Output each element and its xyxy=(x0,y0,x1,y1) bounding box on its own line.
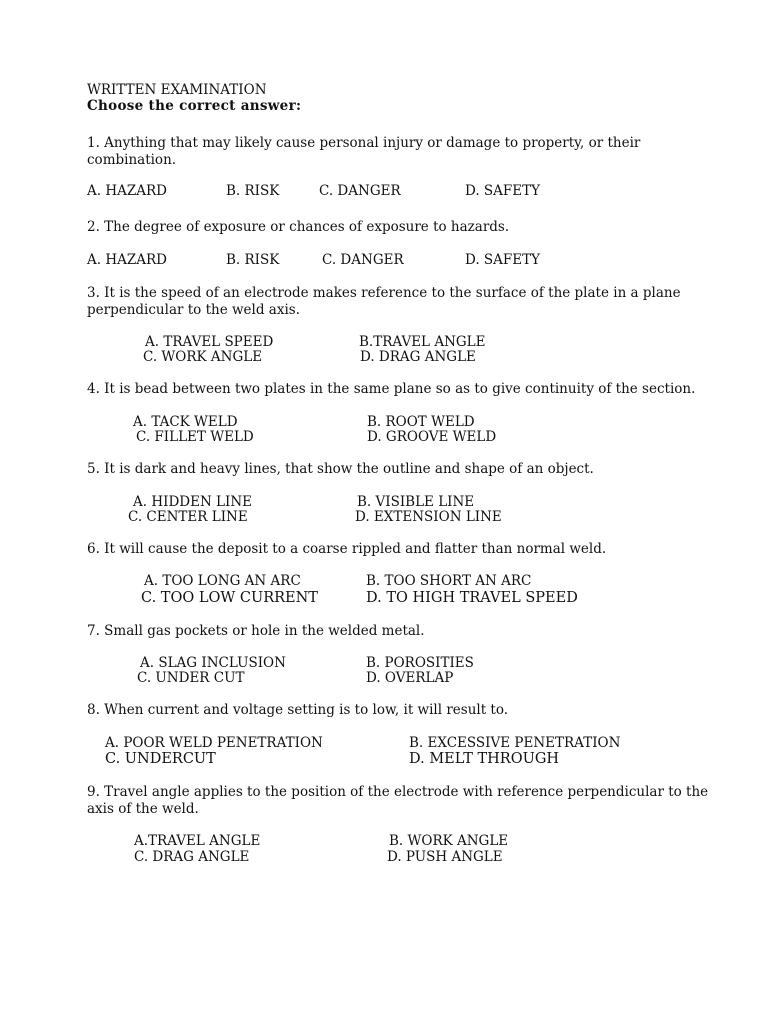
exam-title: WRITTEN EXAMINATION xyxy=(87,82,267,98)
q6-option-d: D. TO HIGH TRAVEL SPEED xyxy=(366,590,578,606)
q5-option-c: C. CENTER LINE xyxy=(128,509,248,525)
q2-option-d: D. SAFETY xyxy=(465,252,541,268)
q8-option-a: A. POOR WELD PENETRATION xyxy=(105,735,323,751)
q6-option-c: C. TOO LOW CURRENT xyxy=(141,590,318,606)
question-2-text: 2. The degree of exposure or chances of exposure to hazards. xyxy=(87,219,510,235)
q7-option-b: B. POROSITIES xyxy=(366,655,474,671)
question-3-text: 3. It is the speed of an electrode makes reference to the surface of the plate in a plane xyxy=(87,285,681,301)
q3-option-b: B.TRAVEL ANGLE xyxy=(359,334,486,350)
q8-option-d: D. MELT THROUGH xyxy=(409,751,560,767)
q2-option-a: A. HAZARD xyxy=(87,252,167,268)
q9-option-c: C. DRAG ANGLE xyxy=(134,849,250,865)
q5-option-a: A. HIDDEN LINE xyxy=(133,494,253,510)
q4-option-b: B. ROOT WELD xyxy=(367,414,475,430)
question-6-text: 6. It will cause the deposit to a coarse rippled and flatter than normal weld. xyxy=(87,541,607,557)
question-5-text: 5. It is dark and heavy lines, that show the outline and shape of an object. xyxy=(87,461,594,477)
question-9-text-cont: axis of the weld. xyxy=(87,801,199,817)
q9-option-a: A.TRAVEL ANGLE xyxy=(134,833,261,849)
q8-option-c: C. UNDERCUT xyxy=(105,751,216,767)
question-1-text-cont: combination. xyxy=(87,152,177,168)
question-9-text: 9. Travel angle applies to the position of the electrode with reference perpendicular to the xyxy=(87,784,709,800)
q4-option-a: A. TACK WELD xyxy=(133,414,238,430)
q2-option-c: C. DANGER xyxy=(322,252,404,268)
q1-option-d: D. SAFETY xyxy=(465,183,541,199)
q6-option-b: B. TOO SHORT AN ARC xyxy=(366,573,532,589)
q9-option-b: B. WORK ANGLE xyxy=(389,833,509,849)
q5-option-b: B. VISIBLE LINE xyxy=(357,494,475,510)
question-7-text: 7. Small gas pockets or hole in the welded metal. xyxy=(87,623,425,639)
q2-option-b: B. RISK xyxy=(226,252,280,268)
q7-option-c: C. UNDER CUT xyxy=(137,670,245,686)
q5-option-d: D. EXTENSION LINE xyxy=(355,509,502,525)
question-1-text: 1. Anything that may likely cause personal injury or damage to property, or their xyxy=(87,135,641,151)
q4-option-c: C. FILLET WELD xyxy=(136,429,254,445)
q4-option-d: D. GROOVE WELD xyxy=(367,429,497,445)
q1-option-b: B. RISK xyxy=(226,183,280,199)
exam-instruction: Choose the correct answer: xyxy=(87,98,302,114)
q3-option-a: A. TRAVEL SPEED xyxy=(145,334,274,350)
question-8-text: 8. When current and voltage setting is to low, it will result to. xyxy=(87,702,509,718)
q3-option-c: C. WORK ANGLE xyxy=(143,349,263,365)
q7-option-a: A. SLAG INCLUSION xyxy=(140,655,286,671)
question-4-text: 4. It is bead between two plates in the same plane so as to give continuity of the section. xyxy=(87,381,696,397)
q3-option-d: D. DRAG ANGLE xyxy=(360,349,476,365)
q1-option-c: C. DANGER xyxy=(319,183,401,199)
q1-option-a: A. HAZARD xyxy=(87,183,167,199)
q6-option-a: A. TOO LONG AN ARC xyxy=(144,573,301,589)
question-3-text-cont: perpendicular to the weld axis. xyxy=(87,302,300,318)
q9-option-d: D. PUSH ANGLE xyxy=(387,849,503,865)
q7-option-d: D. OVERLAP xyxy=(366,670,454,686)
q8-option-b: B. EXCESSIVE PENETRATION xyxy=(409,735,621,751)
